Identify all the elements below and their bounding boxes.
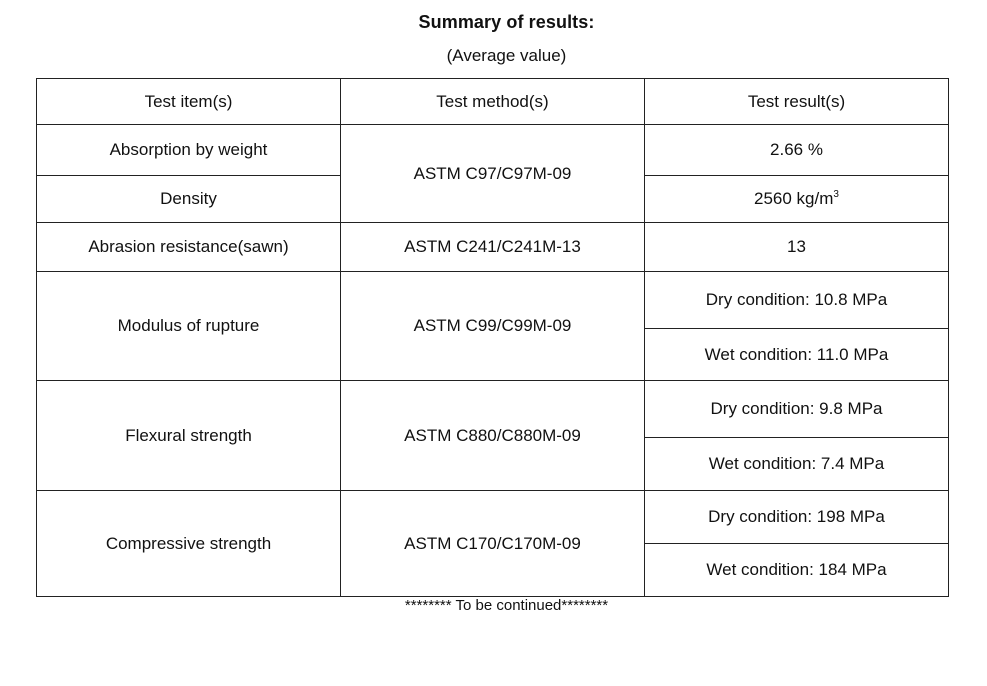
rupture-dry-result: Dry condition: 10.8 MPa [645,272,949,329]
rupture-method: ASTM C99/C99M-09 [341,272,645,381]
continued-note: ******** To be continued******** [404,597,609,614]
abrasion-method: ASTM C241/C241M-13 [341,223,645,272]
report-title: Summary of results: [418,12,595,32]
header-test-result: Test result(s) [645,79,949,125]
rupture-wet-result: Wet condition: 11.0 MPa [645,329,949,381]
density-item: Density [37,176,341,223]
report-subtitle: (Average value) [446,46,567,65]
table-row [37,223,949,272]
table-row [37,272,949,329]
rupture-item: Modulus of rupture [37,272,341,381]
table-row [37,125,949,176]
compressive-item: Compressive strength [37,491,341,597]
compressive-dry-result: Dry condition: 198 MPa [645,491,949,544]
absorption-density-method: ASTM C97/C97M-09 [341,125,645,223]
absorption-item: Absorption by weight [37,125,341,176]
table-row [37,491,949,544]
flexural-wet-result: Wet condition: 7.4 MPa [645,438,949,491]
header-test-item: Test item(s) [37,79,341,125]
flexural-item: Flexural strength [37,381,341,491]
header-row [37,79,949,125]
abrasion-item: Abrasion resistance(sawn) [37,223,341,272]
flexural-dry-result: Dry condition: 9.8 MPa [645,381,949,438]
flexural-method: ASTM C880/C880M-09 [341,381,645,491]
absorption-result: 2.66 % [645,125,949,176]
compressive-wet-result: Wet condition: 184 MPa [645,544,949,597]
header-test-method: Test method(s) [341,79,645,125]
table-row [37,381,949,438]
compressive-method: ASTM C170/C170M-09 [341,491,645,597]
abrasion-result: 13 [645,223,949,272]
density-result [645,176,949,223]
results-table [36,78,949,597]
density-result-value: 2560 kg/m [754,189,834,208]
density-result-exponent: 3 [833,189,839,200]
